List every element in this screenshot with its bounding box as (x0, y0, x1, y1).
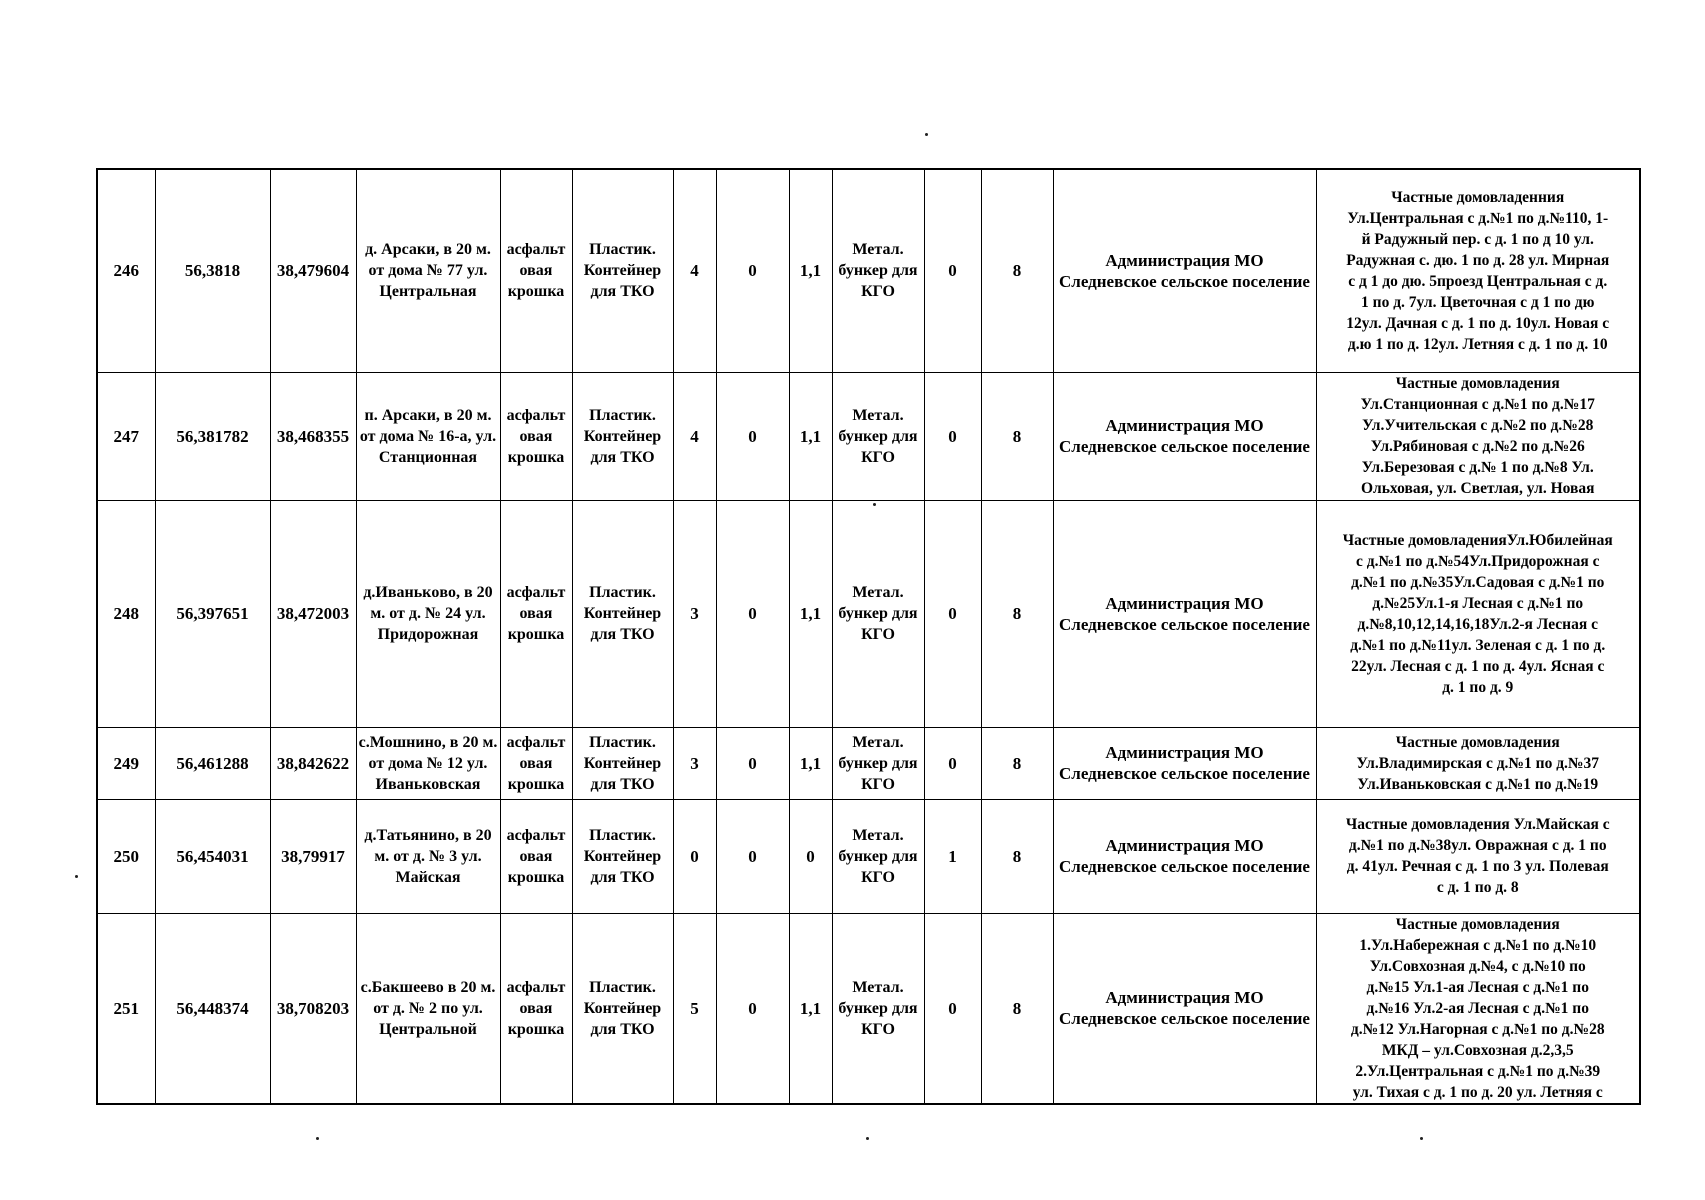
waste-source-line: Ольховая, ул. Светлая, ул. Новая (1360, 480, 1595, 497)
waste-source-line: 1 по д. 7ул. Цветочная с д 1 по дю (1361, 293, 1595, 311)
location-description-cell: д. Арсаки, в 20 м. от дома № 77 ул. Центральная (356, 169, 500, 372)
site-id-cell: 251 (97, 913, 155, 1104)
site-id-cell: 250 (97, 799, 155, 913)
latitude-cell: 56,3818 (155, 169, 270, 372)
bunker-volume-cell: 8 (981, 913, 1053, 1104)
container-volume-cell: 1,1 (789, 169, 832, 372)
site-id-cell: 248 (97, 500, 155, 727)
waste-source-line: с д 1 до дю. 5проезд Центральная с д. (1348, 272, 1608, 290)
waste-source-line: Ул.Березовая с д.№ 1 по д.№8 Ул. (1361, 459, 1594, 476)
waste-source-line: д.№15 Ул.1-ая Лесная с д.№1 по (1366, 978, 1589, 996)
surface-type-cell: асфальт овая крошка (500, 500, 572, 727)
container-count-cell: 0 (673, 799, 716, 913)
bunker-count-cell: 0 (924, 500, 981, 727)
surface-type-cell: асфальт овая крошка (500, 913, 572, 1104)
latitude-cell: 56,461288 (155, 727, 270, 799)
waste-sources-cell (1316, 913, 1640, 1104)
latitude-cell: 56,397651 (155, 500, 270, 727)
bunker-type-cell: Метал. бункер для КГО (832, 727, 924, 799)
waste-source-line: Ул.Совхозная д.№4, с д.№10 по (1369, 957, 1586, 975)
site-owner-cell: Администрация МО Следневское сельское поселение (1053, 799, 1316, 913)
container-type-cell: Пластик. Контейнер для ТКО (572, 913, 673, 1104)
site-id-cell: 249 (97, 727, 155, 799)
longitude-cell: 38,708203 (270, 913, 356, 1104)
waste-source-line: Частные домовладения (1395, 375, 1560, 392)
site-owner-cell: Администрация МО Следневское сельское поселение (1053, 372, 1316, 500)
waste-source-line: Ул.Владимирская с д.№1 по д.№37 (1356, 754, 1599, 772)
scan-speck (316, 1137, 319, 1140)
bunker-type-cell: Метал. бункер для КГО (832, 169, 924, 372)
waste-source-line: Ул.Учительская с д.№2 по д.№28 (1362, 417, 1594, 434)
planned-count-cell: 0 (716, 727, 789, 799)
table-row (97, 169, 1640, 372)
bunker-type-cell: Метал. бункер для КГО (832, 372, 924, 500)
bunker-count-cell: 0 (924, 169, 981, 372)
waste-source-line: Частные домовладения Ул.Майская с (1345, 816, 1610, 833)
table-row (97, 913, 1640, 1104)
waste-source-line: 22ул. Лесная с д. 1 по д. 4ул. Ясная с (1351, 657, 1605, 675)
site-owner-cell: Администрация МО Следневское сельское поселение (1053, 913, 1316, 1104)
container-count-cell: 4 (673, 169, 716, 372)
waste-sources-cell (1316, 727, 1640, 799)
site-id-cell: 247 (97, 372, 155, 500)
waste-source-line: д.№1 по д.№11ул. Зеленая с д. 1 по д. (1350, 636, 1606, 654)
bunker-type-cell: Метал. бункер для КГО (832, 500, 924, 727)
waste-source-line: д.№1 по д.№35Ул.Садовая с д.№1 по (1351, 573, 1605, 591)
scan-speck (75, 875, 78, 878)
longitude-cell: 38,479604 (270, 169, 356, 372)
site-owner-cell: Администрация МО Следневское сельское поселение (1053, 169, 1316, 372)
bunker-count-cell: 1 (924, 799, 981, 913)
waste-sources-cell (1316, 799, 1640, 913)
bunker-volume-cell: 8 (981, 500, 1053, 727)
bunker-volume-cell: 8 (981, 372, 1053, 500)
container-type-cell: Пластик. Контейнер для ТКО (572, 372, 673, 500)
waste-sources-cell (1316, 500, 1640, 727)
surface-type-cell: асфальт овая крошка (500, 372, 572, 500)
container-type-cell: Пластик. Контейнер для ТКО (572, 500, 673, 727)
container-count-cell: 3 (673, 500, 716, 727)
waste-sources-cell (1316, 169, 1640, 372)
table-row (97, 500, 1640, 727)
waste-sources-cell (1316, 372, 1640, 500)
bunker-volume-cell: 8 (981, 169, 1053, 372)
waste-source-line: ул. Тихая с д. 1 по д. 20 ул. Летняя с (1352, 1083, 1603, 1101)
registry-body (97, 169, 1640, 1104)
waste-source-line: Ул.Рябиновая с д.№2 по д.№26 (1370, 438, 1585, 455)
longitude-cell: 38,79917 (270, 799, 356, 913)
waste-source-line: д.№25Ул.1-я Лесная с д.№1 по (1372, 594, 1584, 612)
bunker-count-cell: 0 (924, 727, 981, 799)
waste-source-line: д.№16 Ул.2-ая Лесная с д.№1 по (1366, 999, 1589, 1017)
waste-source-line: д.№8,10,12,14,16,18Ул.2-я Лесная с (1357, 615, 1598, 633)
surface-type-cell: асфальт овая крошка (500, 727, 572, 799)
waste-site-registry-table (96, 168, 1641, 1105)
waste-source-line: 1.Ул.Набережная с д.№1 по д.№10 (1359, 936, 1597, 954)
waste-source-line: МКД – ул.Совхозная д.2,3,5 (1381, 1041, 1574, 1059)
table-row (97, 727, 1640, 799)
latitude-cell: 56,454031 (155, 799, 270, 913)
waste-source-line: Частные домовладенния (1391, 188, 1565, 206)
waste-source-line: с д. 1 по д. 8 (1436, 879, 1519, 896)
waste-source-line: д. 41ул. Речная с д. 1 по 3 ул. Полевая (1346, 858, 1609, 875)
table-row (97, 372, 1640, 500)
container-count-cell: 5 (673, 913, 716, 1104)
bunker-count-cell: 0 (924, 372, 981, 500)
planned-count-cell: 0 (716, 372, 789, 500)
surface-type-cell: асфальт овая крошка (500, 169, 572, 372)
container-type-cell: Пластик. Контейнер для ТКО (572, 727, 673, 799)
waste-source-line: Частные домовладения (1395, 733, 1560, 751)
waste-source-line: Ул.Центральная с д.№1 по д.№110, 1- (1347, 209, 1609, 227)
container-type-cell: Пластик. Контейнер для ТКО (572, 799, 673, 913)
waste-source-line: с д.№1 по д.№54Ул.Придорожная с (1356, 552, 1600, 570)
latitude-cell: 56,381782 (155, 372, 270, 500)
waste-source-line: 2.Ул.Центральная с д.№1 по д.№39 (1355, 1062, 1601, 1080)
container-volume-cell: 1,1 (789, 500, 832, 727)
container-count-cell: 4 (673, 372, 716, 500)
waste-source-line: Частные домовладения (1395, 915, 1560, 933)
bunker-count-cell: 0 (924, 913, 981, 1104)
container-count-cell: 3 (673, 727, 716, 799)
container-volume-cell: 1,1 (789, 913, 832, 1104)
container-type-cell: Пластик. Контейнер для ТКО (572, 169, 673, 372)
waste-source-line: Ул.Станционная с д.№1 по д.№17 (1360, 396, 1595, 413)
scan-speck (1420, 1137, 1423, 1140)
site-owner-cell: Администрация МО Следневское сельское поселение (1053, 500, 1316, 727)
scan-speck (866, 1137, 869, 1140)
site-id-cell: 246 (97, 169, 155, 372)
table-row (97, 799, 1640, 913)
waste-source-line: Ул.Иваньковская с д.№1 по д.№19 (1357, 775, 1599, 793)
waste-source-line: д.ю 1 по д. 12ул. Летняя с д. 1 по д. 10 (1347, 335, 1608, 353)
container-volume-cell: 1,1 (789, 727, 832, 799)
planned-count-cell: 0 (716, 169, 789, 372)
planned-count-cell: 0 (716, 913, 789, 1104)
waste-source-line: 12ул. Дачная с д. 1 по д. 10ул. Новая с (1346, 314, 1610, 332)
waste-source-line: д.№12 Ул.Нагорная с д.№1 по д.№28 (1350, 1020, 1605, 1038)
bunker-type-cell: Метал. бункер для КГО (832, 913, 924, 1104)
location-description-cell: д.Иванькoвo, в 20 м. от д. № 24 ул. Придорожная (356, 500, 500, 727)
location-description-cell: с.Бакшеево в 20 м. от д. № 2 по ул. Центральной (356, 913, 500, 1104)
location-description-cell: д.Татьянино, в 20 м. от д. № 3 ул. Майская (356, 799, 500, 913)
longitude-cell: 38,468355 (270, 372, 356, 500)
waste-source-line: д. 1 по д. 9 (1442, 678, 1514, 696)
longitude-cell: 38,472003 (270, 500, 356, 727)
waste-source-line: Частные домовладенияУл.Юбилейная (1342, 531, 1613, 549)
site-owner-cell: Администрация МО Следневское сельское поселение (1053, 727, 1316, 799)
scan-speck (925, 133, 928, 136)
bunker-type-cell: Метал. бункер для КГО (832, 799, 924, 913)
bunker-volume-cell: 8 (981, 727, 1053, 799)
location-description-cell: с.Мошнино, в 20 м. от дома № 12 ул. Иваньковская (356, 727, 500, 799)
planned-count-cell: 0 (716, 500, 789, 727)
latitude-cell: 56,448374 (155, 913, 270, 1104)
location-description-cell: п. Арсаки, в 20 м. от дома № 16-а, ул. Станционная (356, 372, 500, 500)
container-volume-cell: 1,1 (789, 372, 832, 500)
waste-source-line: Радужная с. дю. 1 по д. 28 ул. Мирная (1346, 251, 1610, 269)
bunker-volume-cell: 8 (981, 799, 1053, 913)
container-volume-cell: 0 (789, 799, 832, 913)
surface-type-cell: асфальт овая крошка (500, 799, 572, 913)
planned-count-cell: 0 (716, 799, 789, 913)
waste-source-line: й Радужный пер. с д. 1 по д 10 ул. (1361, 230, 1594, 248)
waste-source-line: д.№1 по д.№38ул. Овражная с д. 1 по (1348, 837, 1607, 854)
longitude-cell: 38,842622 (270, 727, 356, 799)
